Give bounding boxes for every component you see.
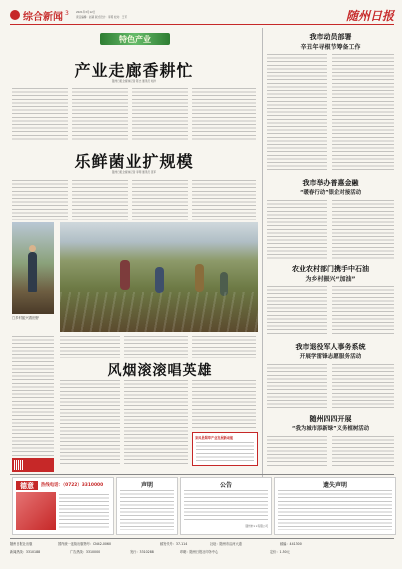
right-headline-1: 我市动员部署	[309, 33, 352, 41]
tobacco-inset-label: 来凤县烟草产业发展新动能	[195, 436, 234, 440]
staff-line: 责任编辑：赵颖 版式设计：李莉 校对：王芳	[76, 16, 127, 19]
photo-caption-block	[12, 316, 54, 334]
right-body-5a	[267, 436, 327, 468]
statement-text	[120, 490, 174, 530]
right-headline-3: 农业农村部门携手中石油	[292, 265, 369, 273]
right-body-4b	[332, 364, 394, 408]
ad-text	[59, 494, 109, 530]
right-subhead-5: “我为城市添新绿”义务植树活动	[291, 426, 370, 432]
ad-statement	[116, 477, 178, 535]
tobacco-body-col2	[124, 380, 188, 464]
right-subhead-3: 为乡村振兴“加油”	[305, 276, 356, 283]
photo-left-vertical	[12, 222, 54, 314]
ad-phone: 热线电话：（0722）3310000	[41, 483, 104, 488]
ad-deyi	[12, 477, 114, 535]
right-body-3b	[332, 286, 394, 336]
tobacco-body-col3	[192, 380, 256, 430]
right-body-1b	[332, 54, 394, 172]
main-body-col4	[192, 88, 256, 140]
footer-rule	[10, 538, 394, 539]
lower-left-col4	[192, 336, 256, 358]
footer-item: 印刷：随州日报社印务中心	[180, 550, 219, 554]
column-divider	[262, 28, 263, 534]
qr-code-icon	[14, 460, 24, 470]
second-body-col4	[192, 180, 256, 220]
footer-item: 定价：1.50元	[270, 550, 290, 554]
ad-notice	[180, 477, 272, 535]
person-head-icon	[29, 245, 36, 252]
right-headline-2: 我市举办普惠金融	[302, 179, 359, 187]
right-body-1a	[267, 54, 327, 172]
ads-rule	[10, 474, 394, 475]
person-figure-icon	[28, 252, 37, 292]
footer-item: 邮编：441300	[280, 542, 302, 546]
field-rows	[60, 292, 258, 332]
second-body-col1	[12, 180, 68, 220]
notice-text	[184, 490, 268, 522]
main-body-col2	[72, 88, 128, 140]
right-subhead-4: 开展学雷锋志愿服务活动	[299, 354, 362, 360]
statement-title: 声明	[140, 482, 153, 489]
footer	[10, 541, 394, 565]
right-body-2a	[267, 200, 327, 260]
worker-figure-icon	[120, 260, 130, 290]
page-number: 3	[65, 10, 69, 17]
second-byline: 随州日报全媒体记者 李明 通讯员 张军	[112, 171, 156, 174]
notice-unit: 随州市××有限公司	[245, 525, 268, 528]
tobacco-inset-text	[196, 442, 254, 462]
right-subhead-2: “暖春行动”银企对接活动	[300, 190, 361, 196]
right-headline-4: 我市退役军人事务系统	[295, 343, 366, 351]
right-body-2b	[332, 200, 394, 260]
main-byline: 随州日报全媒体记者 陈志 通讯员 刘洋	[112, 80, 156, 83]
header-bar	[10, 8, 394, 24]
photo-caption: □乡村振兴看田野	[12, 316, 39, 320]
banner-label: 特色产业	[119, 35, 151, 44]
date-line: 2021年3月12日	[76, 11, 96, 14]
right-subhead-1: 辛丑年寻根节筹备工作	[300, 44, 361, 51]
notice-2-text	[278, 490, 392, 530]
right-headline-5: 随州四四开展	[309, 415, 352, 423]
red-qr-block	[12, 458, 54, 472]
tobacco-inset	[192, 432, 258, 466]
footer-item: 社址：随州市沿河大道	[210, 542, 242, 546]
main-body-col3	[132, 88, 188, 140]
ad-image-area	[16, 492, 56, 530]
footer-item: 发行：3310288	[130, 550, 154, 554]
second-body-col3	[132, 180, 188, 220]
notice-title: 公告	[219, 482, 232, 489]
banner	[100, 33, 170, 45]
notice-2-title: 遗失声明	[322, 482, 347, 489]
worker-figure-icon	[155, 267, 164, 293]
footer-item: 国内统一连续出版物号：CN42-0060	[58, 542, 111, 546]
tobacco-body-col1	[60, 380, 120, 464]
right-body-4a	[267, 364, 327, 408]
ad-notice-2	[274, 477, 396, 535]
tobacco-headline: 风烟滚滚唱英雄	[107, 363, 213, 379]
footer-item: 新闻热线：3310188	[10, 550, 41, 554]
masthead: 随州日报	[345, 9, 394, 23]
header-rule	[10, 24, 394, 25]
main-headline: 产业走廊香耕忙	[74, 61, 194, 80]
footer-item: 随州日报社出版	[10, 542, 33, 546]
lower-left-col1	[12, 336, 54, 456]
footer-item: 广告热线：3310000	[70, 550, 101, 554]
main-body-col1	[12, 88, 68, 140]
ad-logo-box	[16, 481, 38, 490]
second-body-col2	[72, 180, 128, 220]
lower-left-col2	[60, 336, 120, 358]
section-title: 综合新闻	[23, 12, 63, 23]
worker-figure-icon	[195, 264, 204, 292]
ad-logo-text: 德意	[20, 482, 34, 490]
footer-item: 邮发代号：37-114	[160, 542, 188, 546]
right-body-3a	[267, 286, 327, 336]
right-body-5b	[332, 436, 394, 468]
photo-field-large	[60, 222, 258, 332]
second-headline: 乐鲜菌业扩规模	[74, 152, 194, 171]
lower-left-col3	[124, 336, 188, 358]
section-logo-icon	[10, 10, 20, 20]
